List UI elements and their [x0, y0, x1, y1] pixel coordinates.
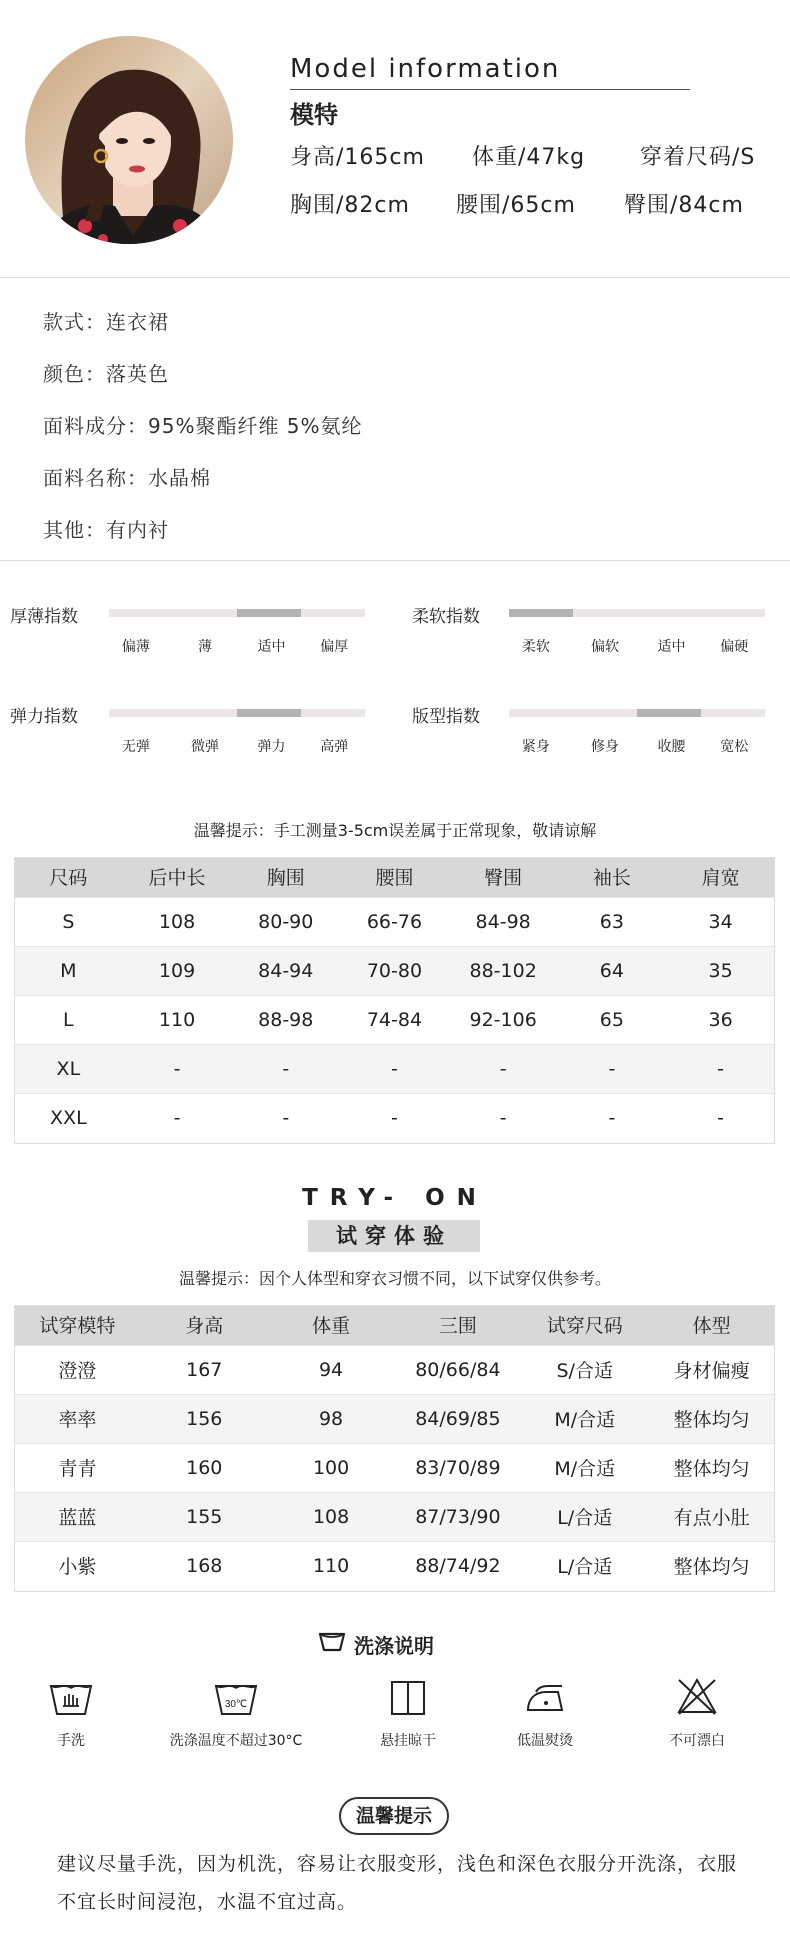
table-header-cell: 身高 [141, 1305, 268, 1345]
index-tick: 薄 [198, 639, 212, 655]
index-label: 弹力指数 [10, 707, 78, 727]
table-cell: 88/74/92 [394, 1541, 521, 1590]
table-cell: 64 [558, 946, 667, 995]
attr-color: 颜色：落英色 [43, 362, 169, 386]
attr-fabric-name: 面料名称：水晶棉 [43, 466, 211, 490]
table-row [14, 1443, 775, 1492]
table-cell: 87/73/90 [394, 1492, 521, 1541]
table-cell: 84/69/85 [394, 1394, 521, 1443]
model-avatar [25, 36, 233, 244]
table-row [14, 946, 775, 995]
tryon-tip: 温馨提示：因个人体型和穿衣习惯不同，以下试穿仅供参考。 [178, 1269, 611, 1288]
table-cell: - [558, 1093, 667, 1142]
table-cell: 率率 [14, 1394, 141, 1443]
index-tick: 适中 [657, 639, 686, 655]
table-cell: 88-98 [231, 995, 340, 1044]
table-header-cell: 肩宽 [666, 857, 775, 897]
table-row [14, 1394, 775, 1443]
index-bar-fill [237, 709, 301, 717]
model-height: 身高/165cm [290, 145, 425, 170]
index-tick: 偏软 [591, 639, 619, 655]
table-cell: - [340, 1093, 449, 1142]
table-header-cell: 尺码 [14, 857, 123, 897]
section-divider [0, 277, 790, 278]
wash-label-temp: 洗涤温度不超过30°C [169, 1733, 303, 1749]
index-tick: 修身 [591, 739, 619, 755]
low-iron-icon [524, 1684, 566, 1718]
index-label: 柔软指数 [412, 607, 480, 627]
wash-label-hand: 手洗 [57, 1733, 85, 1749]
kind-tip-text: 建议尽量手洗，因为机洗，容易让衣服变形，浅色和深色衣服分开洗涤，衣服不宜长时间浸泡，水温不宜过高。 [57, 1853, 738, 1913]
table-cell: 98 [268, 1394, 395, 1443]
table-cell: 108 [268, 1492, 395, 1541]
index-tick: 柔软 [521, 639, 550, 655]
table-header-cell: 后中长 [123, 857, 232, 897]
table-header-cell: 体型 [648, 1305, 775, 1345]
index-tick: 偏厚 [320, 639, 349, 655]
index-label: 厚薄指数 [10, 607, 78, 627]
table-cell: M [14, 946, 123, 995]
table-row [14, 1492, 775, 1541]
table-cell: 155 [141, 1492, 268, 1541]
table-cell: - [558, 1044, 667, 1093]
table-cell: 66-76 [340, 897, 449, 946]
index-tick: 弹力 [257, 739, 286, 755]
table-cell: 70-80 [340, 946, 449, 995]
wash-label-bleach: 不可漂白 [669, 1733, 725, 1749]
table-cell: 84-98 [449, 897, 558, 946]
index-tick: 偏硬 [720, 639, 749, 655]
table-cell: - [449, 1093, 558, 1142]
index-tick: 宽松 [720, 739, 749, 755]
index-bar-fill [237, 609, 301, 617]
table-cell: 108 [123, 897, 232, 946]
table-cell: 83/70/89 [394, 1443, 521, 1492]
table-cell: 青青 [14, 1443, 141, 1492]
wash-temp-icon [214, 1680, 258, 1720]
table-cell: 92-106 [449, 995, 558, 1044]
tryon-table [14, 1305, 775, 1590]
table-cell: 168 [141, 1541, 268, 1590]
hand-wash-icon [49, 1680, 93, 1720]
table-cell: 整体均匀 [648, 1541, 775, 1590]
table-header-cell: 袖长 [558, 857, 667, 897]
title-underline [290, 89, 690, 90]
wash-title-text: 洗涤说明 [354, 1633, 434, 1658]
section-divider [0, 560, 790, 561]
table-cell: - [123, 1044, 232, 1093]
table-cell: 有点小肚 [648, 1492, 775, 1541]
model-hip: 臀围/84cm [624, 193, 744, 218]
model-info-title: Model information [290, 54, 561, 84]
table-cell: 109 [123, 946, 232, 995]
index-tick: 微弹 [191, 739, 219, 755]
table-cell: S/合适 [521, 1345, 648, 1394]
table-cell: 整体均匀 [648, 1394, 775, 1443]
model-waist: 腰围/65cm [456, 193, 576, 218]
table-cell: 110 [123, 995, 232, 1044]
table-cell: L/合适 [521, 1541, 648, 1590]
table-cell: S [14, 897, 123, 946]
table-cell: 160 [141, 1443, 268, 1492]
wash-label-iron: 低温熨烫 [517, 1733, 573, 1749]
index-bar-fill [509, 609, 573, 617]
table-cell: 35 [666, 946, 775, 995]
table-cell: XL [14, 1044, 123, 1093]
table-row [14, 1093, 775, 1142]
no-bleach-icon [675, 1676, 719, 1720]
table-cell: - [340, 1044, 449, 1093]
attr-fabric-composition: 面料成分：95%聚酯纤维 5%氨纶 [43, 414, 363, 438]
table-cell: 小紫 [14, 1541, 141, 1590]
table-cell: 167 [141, 1345, 268, 1394]
tryon-title-cn: 试穿体验 [308, 1220, 480, 1252]
tryon-title-en: TRY- ON [302, 1185, 488, 1211]
table-row [14, 1541, 775, 1590]
model-info-section [0, 0, 790, 277]
index-tick: 高弹 [320, 739, 349, 755]
wash-title [318, 1627, 434, 1661]
table-cell: 蓝蓝 [14, 1492, 141, 1541]
table-header-cell: 胸围 [231, 857, 340, 897]
index-bar [109, 709, 365, 717]
table-cell: - [123, 1093, 232, 1142]
size-table-tip: 温馨提示：手工测量3-5cm误差属于正常现象，敬请谅解 [193, 821, 597, 840]
hang-dry-icon [390, 1680, 426, 1720]
model-size: 穿着尺码/S [640, 145, 756, 170]
table-cell: XXL [14, 1093, 123, 1142]
table-cell: 94 [268, 1345, 395, 1394]
table-cell: 80-90 [231, 897, 340, 946]
table-cell: 88-102 [449, 946, 558, 995]
table-cell: - [666, 1093, 775, 1142]
table-row [14, 995, 775, 1044]
table-cell: 身材偏瘦 [648, 1345, 775, 1394]
table-header-cell: 臀围 [449, 857, 558, 897]
model-weight: 体重/47kg [472, 145, 586, 170]
index-tick: 收腰 [657, 739, 686, 755]
table-cell: M/合适 [521, 1443, 648, 1492]
index-tick: 紧身 [521, 739, 550, 755]
size-table [14, 857, 775, 1142]
index-label: 版型指数 [412, 707, 480, 727]
table-header-cell: 试穿尺码 [521, 1305, 648, 1345]
index-bar [509, 709, 765, 717]
table-cell: - [231, 1093, 340, 1142]
table-cell: 80/66/84 [394, 1345, 521, 1394]
table-cell: 34 [666, 897, 775, 946]
table-row [14, 897, 775, 946]
table-cell: 100 [268, 1443, 395, 1492]
table-row [14, 1044, 775, 1093]
table-header-cell: 三围 [394, 1305, 521, 1345]
table-cell: 澄澄 [14, 1345, 141, 1394]
model-subtitle: 模特 [290, 101, 338, 129]
table-cell: - [666, 1044, 775, 1093]
table-header-cell: 腰围 [340, 857, 449, 897]
wash-temp-mark: 30℃ [224, 1699, 248, 1710]
table-cell: 整体均匀 [648, 1443, 775, 1492]
table-cell: 110 [268, 1541, 395, 1590]
table-cell: - [449, 1044, 558, 1093]
table-cell: - [231, 1044, 340, 1093]
index-tick: 适中 [257, 639, 286, 655]
index-tick: 无弹 [121, 739, 150, 755]
model-bust: 胸围/82cm [290, 193, 410, 218]
table-cell: 84-94 [231, 946, 340, 995]
table-cell: L [14, 995, 123, 1044]
table-cell: 63 [558, 897, 667, 946]
table-header-cell: 试穿模特 [14, 1305, 141, 1345]
index-bar-fill [637, 709, 701, 717]
table-row [14, 1345, 775, 1394]
table-cell: 74-84 [340, 995, 449, 1044]
attr-style: 款式：连衣裙 [43, 310, 169, 334]
index-tick: 偏薄 [121, 639, 150, 655]
wash-label-hang: 悬挂晾干 [380, 1733, 436, 1749]
table-cell: 156 [141, 1394, 268, 1443]
index-bar [509, 609, 765, 617]
table-cell: L/合适 [521, 1492, 648, 1541]
table-cell: 36 [666, 995, 775, 1044]
attr-other: 其他：有内衬 [43, 518, 169, 542]
table-cell: M/合适 [521, 1394, 648, 1443]
index-bar [109, 609, 365, 617]
table-header-cell: 体重 [268, 1305, 395, 1345]
kind-tip-badge: 温馨提示 [339, 1797, 449, 1835]
basin-icon [318, 1631, 346, 1657]
table-cell: 65 [558, 995, 667, 1044]
